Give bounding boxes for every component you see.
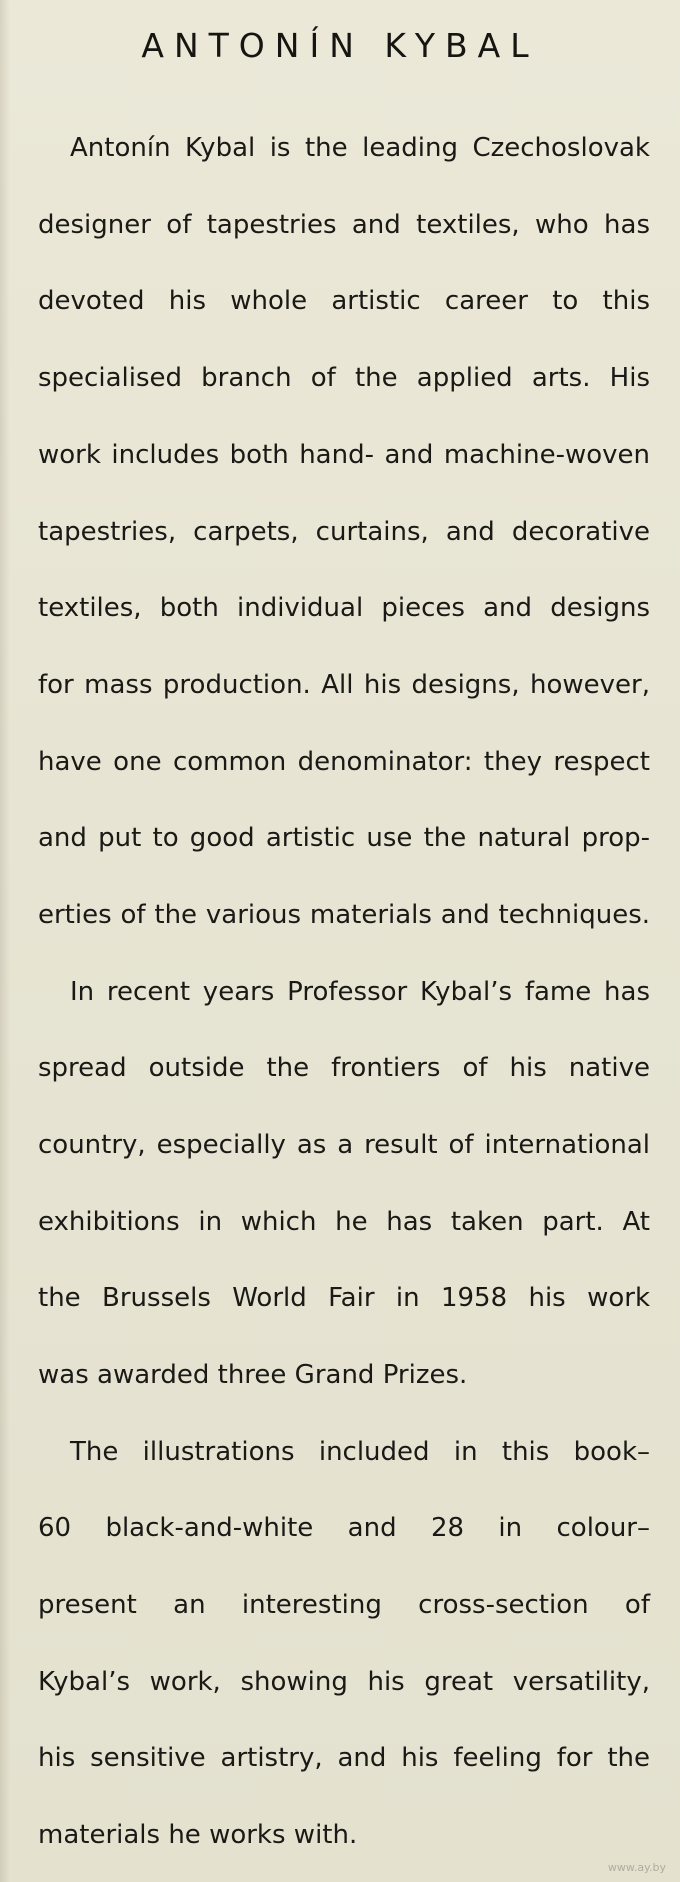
text-line: 60 black-and-white and 28 in colour– <box>38 1513 650 1543</box>
text-line: the Brussels World Fair in 1958 his work <box>38 1283 650 1313</box>
text-line: devoted his whole artistic career to this <box>38 286 650 316</box>
text-line: for mass production. All his designs, however, <box>38 670 650 700</box>
text-line: Kybal’s work, showing his great versatility, <box>38 1667 650 1697</box>
page-title: ANTONÍN KYBAL <box>141 26 539 65</box>
text-line: and put to good artistic use the natural prop- <box>38 823 650 853</box>
text-line: have one common denominator: they respect <box>38 747 650 777</box>
text-line: exhibitions in which he has taken part. At <box>38 1207 650 1237</box>
text-line: work includes both hand- and machine-woven <box>38 440 650 470</box>
page-edge-shadow <box>0 0 10 1882</box>
text-line: spread outside the frontiers of his native <box>38 1053 650 1083</box>
text-line: his sensitive artistry, and his feeling for the <box>38 1743 650 1773</box>
text-line: designer of tapestries and textiles, who has <box>38 210 650 240</box>
text-line: erties of the various materials and techniques. <box>38 900 650 930</box>
text-line: was awarded three Grand Prizes. <box>38 1360 468 1390</box>
text-line: textiles, both individual pieces and designs <box>38 593 650 623</box>
text-line: specialised branch of the applied arts. His <box>38 363 650 393</box>
text-line: country, especially as a result of international <box>38 1130 650 1160</box>
watermark: www.ay.by <box>607 1861 666 1874</box>
text-line: present an interesting cross-section of <box>38 1590 650 1620</box>
text-line: materials he works with. <box>38 1820 358 1850</box>
text-line: Antonín Kybal is the leading Czechoslovak <box>70 133 650 163</box>
text-line: The illustrations included in this book– <box>70 1437 650 1467</box>
text-line: tapestries, carpets, curtains, and decorative <box>38 517 650 547</box>
text-line: In recent years Professor Kybal’s fame has <box>70 977 650 1007</box>
